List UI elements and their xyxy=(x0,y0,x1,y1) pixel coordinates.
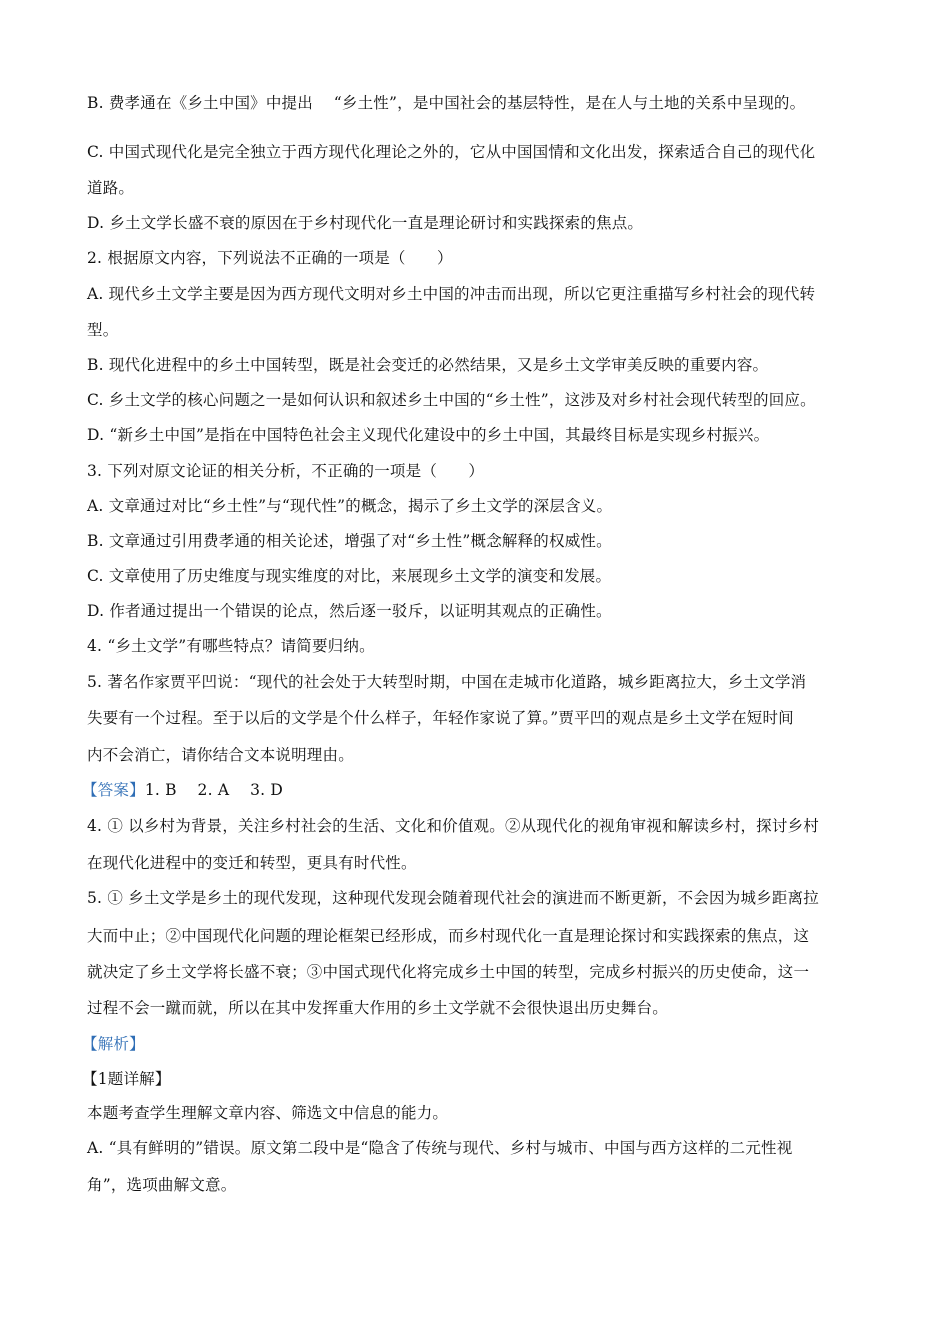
q3-stem: 3. 下列对原文论证的相关分析，不正确的一项是（ ） xyxy=(87,462,485,480)
q3-option-b: B. 文章通过引用费孝通的相关论述，增强了对“乡土性”概念解释的权威性。 xyxy=(87,532,612,550)
q5-stem-line3: 内不会消亡，请你结合文本说明理由。 xyxy=(87,746,354,764)
q2-option-c: C. 乡土文学的核心问题之一是如何认识和叙述乡土中国的“乡土性”，这涉及对乡村社会现代转型的回应。 xyxy=(87,391,816,409)
q3-option-d: D. 作者通过提出一个错误的论点，然后逐一驳斥，以证明其观点的正确性。 xyxy=(87,602,612,620)
analysis-detail-a-line2: 角”，选项曲解文意。 xyxy=(87,1176,237,1194)
answer-5-line2: 大而中止；②中国现代化问题的理论框架已经形成，而乡村现代化一直是理论探讨和实践探索的焦点，这 xyxy=(87,927,810,945)
q1-option-d: D. 乡土文学长盛不衰的原因在于乡村现代化一直是理论研讨和实践探索的焦点。 xyxy=(87,214,644,232)
q2-option-a-line2: 型。 xyxy=(87,321,119,339)
q1-option-c-line1: C. 中国式现代化是完全独立于西方现代化理论之外的，它从中国国情和文化出发，探索适合自己的现代化 xyxy=(87,143,816,161)
answer-5-line3: 就决定了乡土文学将长盛不衰；③中国式现代化将完成乡土中国的转型，完成乡村振兴的历史使命，这一 xyxy=(87,963,810,981)
answer-choices: 1. B 2. A 3. D xyxy=(144,781,284,799)
q2-option-d: D. “新乡土中国”是指在中国特色社会主义现代化建设中的乡土中国，其最终目标是实现乡村振兴。 xyxy=(87,426,770,444)
q3-option-a: A. 文章通过对比“乡土性”与“现代性”的概念，揭示了乡土文学的深层含义。 xyxy=(87,497,613,515)
answer-5-line4: 过程不会一蹴而就，所以在其中发挥重大作用的乡土文学就不会很快退出历史舞台。 xyxy=(87,999,668,1017)
q5-stem-line1: 5. 著名作家贾平凹说：“现代的社会处于大转型时期，中国在走城市化道路，城乡距离拉大，乡土文学消 xyxy=(87,673,807,691)
q2-option-a-line1: A. 现代乡土文学主要是因为西方现代文明对乡土中国的冲击而出现，所以它更注重描写乡村社会的现代转 xyxy=(87,285,816,303)
q1-option-b: B. 费孝通在《乡土中国》中提出 “乡土性”，是中国社会的基层特性，是在人与土地的关系中呈现的。 xyxy=(87,94,806,112)
q2-stem: 2. 根据原文内容，下列说法不正确的一项是（ ） xyxy=(87,249,453,267)
answer-label: 【答案】 xyxy=(82,781,145,799)
analysis-detail-a-line1: A. “具有鲜明的”错误。原文第二段中是“隐含了传统与现代、乡村与城市、中国与西方这样的二元性视 xyxy=(87,1139,793,1157)
q1-option-c-line2: 道路。 xyxy=(87,179,135,197)
analysis-q1-heading: 【1题详解】 xyxy=(82,1070,171,1088)
answer-4-line1: 4. ① 以乡村为背景，关注乡村社会的生活、文化和价值观。②从现代化的视角审视和解读乡村，探讨乡村 xyxy=(87,817,819,835)
answer-4-line2: 在现代化进程中的变迁和转型，更具有时代性。 xyxy=(87,854,417,872)
analysis-label: 【解析】 xyxy=(82,1035,145,1053)
q5-stem-line2: 失要有一个过程。至于以后的文学是个什么样子，年轻作家说了算。”贾平凹的观点是乡土文学在短时间 xyxy=(87,709,794,727)
analysis-intro: 本题考查学生理解文章内容、筛选文中信息的能力。 xyxy=(87,1104,449,1122)
q4-stem: 4. “乡土文学”有哪些特点？请简要归纳。 xyxy=(87,637,375,655)
answer-line xyxy=(82,780,283,800)
answer-5-line1: 5. ① 乡土文学是乡土的现代发现，这种现代发现会随着现代社会的演进而不断更新，不会因为城乡距离拉 xyxy=(87,889,819,907)
q2-option-b: B. 现代化进程中的乡土中国转型，既是社会变迁的必然结果，又是乡土文学审美反映的重要内容。 xyxy=(87,356,769,374)
q3-option-c: C. 文章使用了历史维度与现实维度的对比，来展现乡土文学的演变和发展。 xyxy=(87,567,612,585)
